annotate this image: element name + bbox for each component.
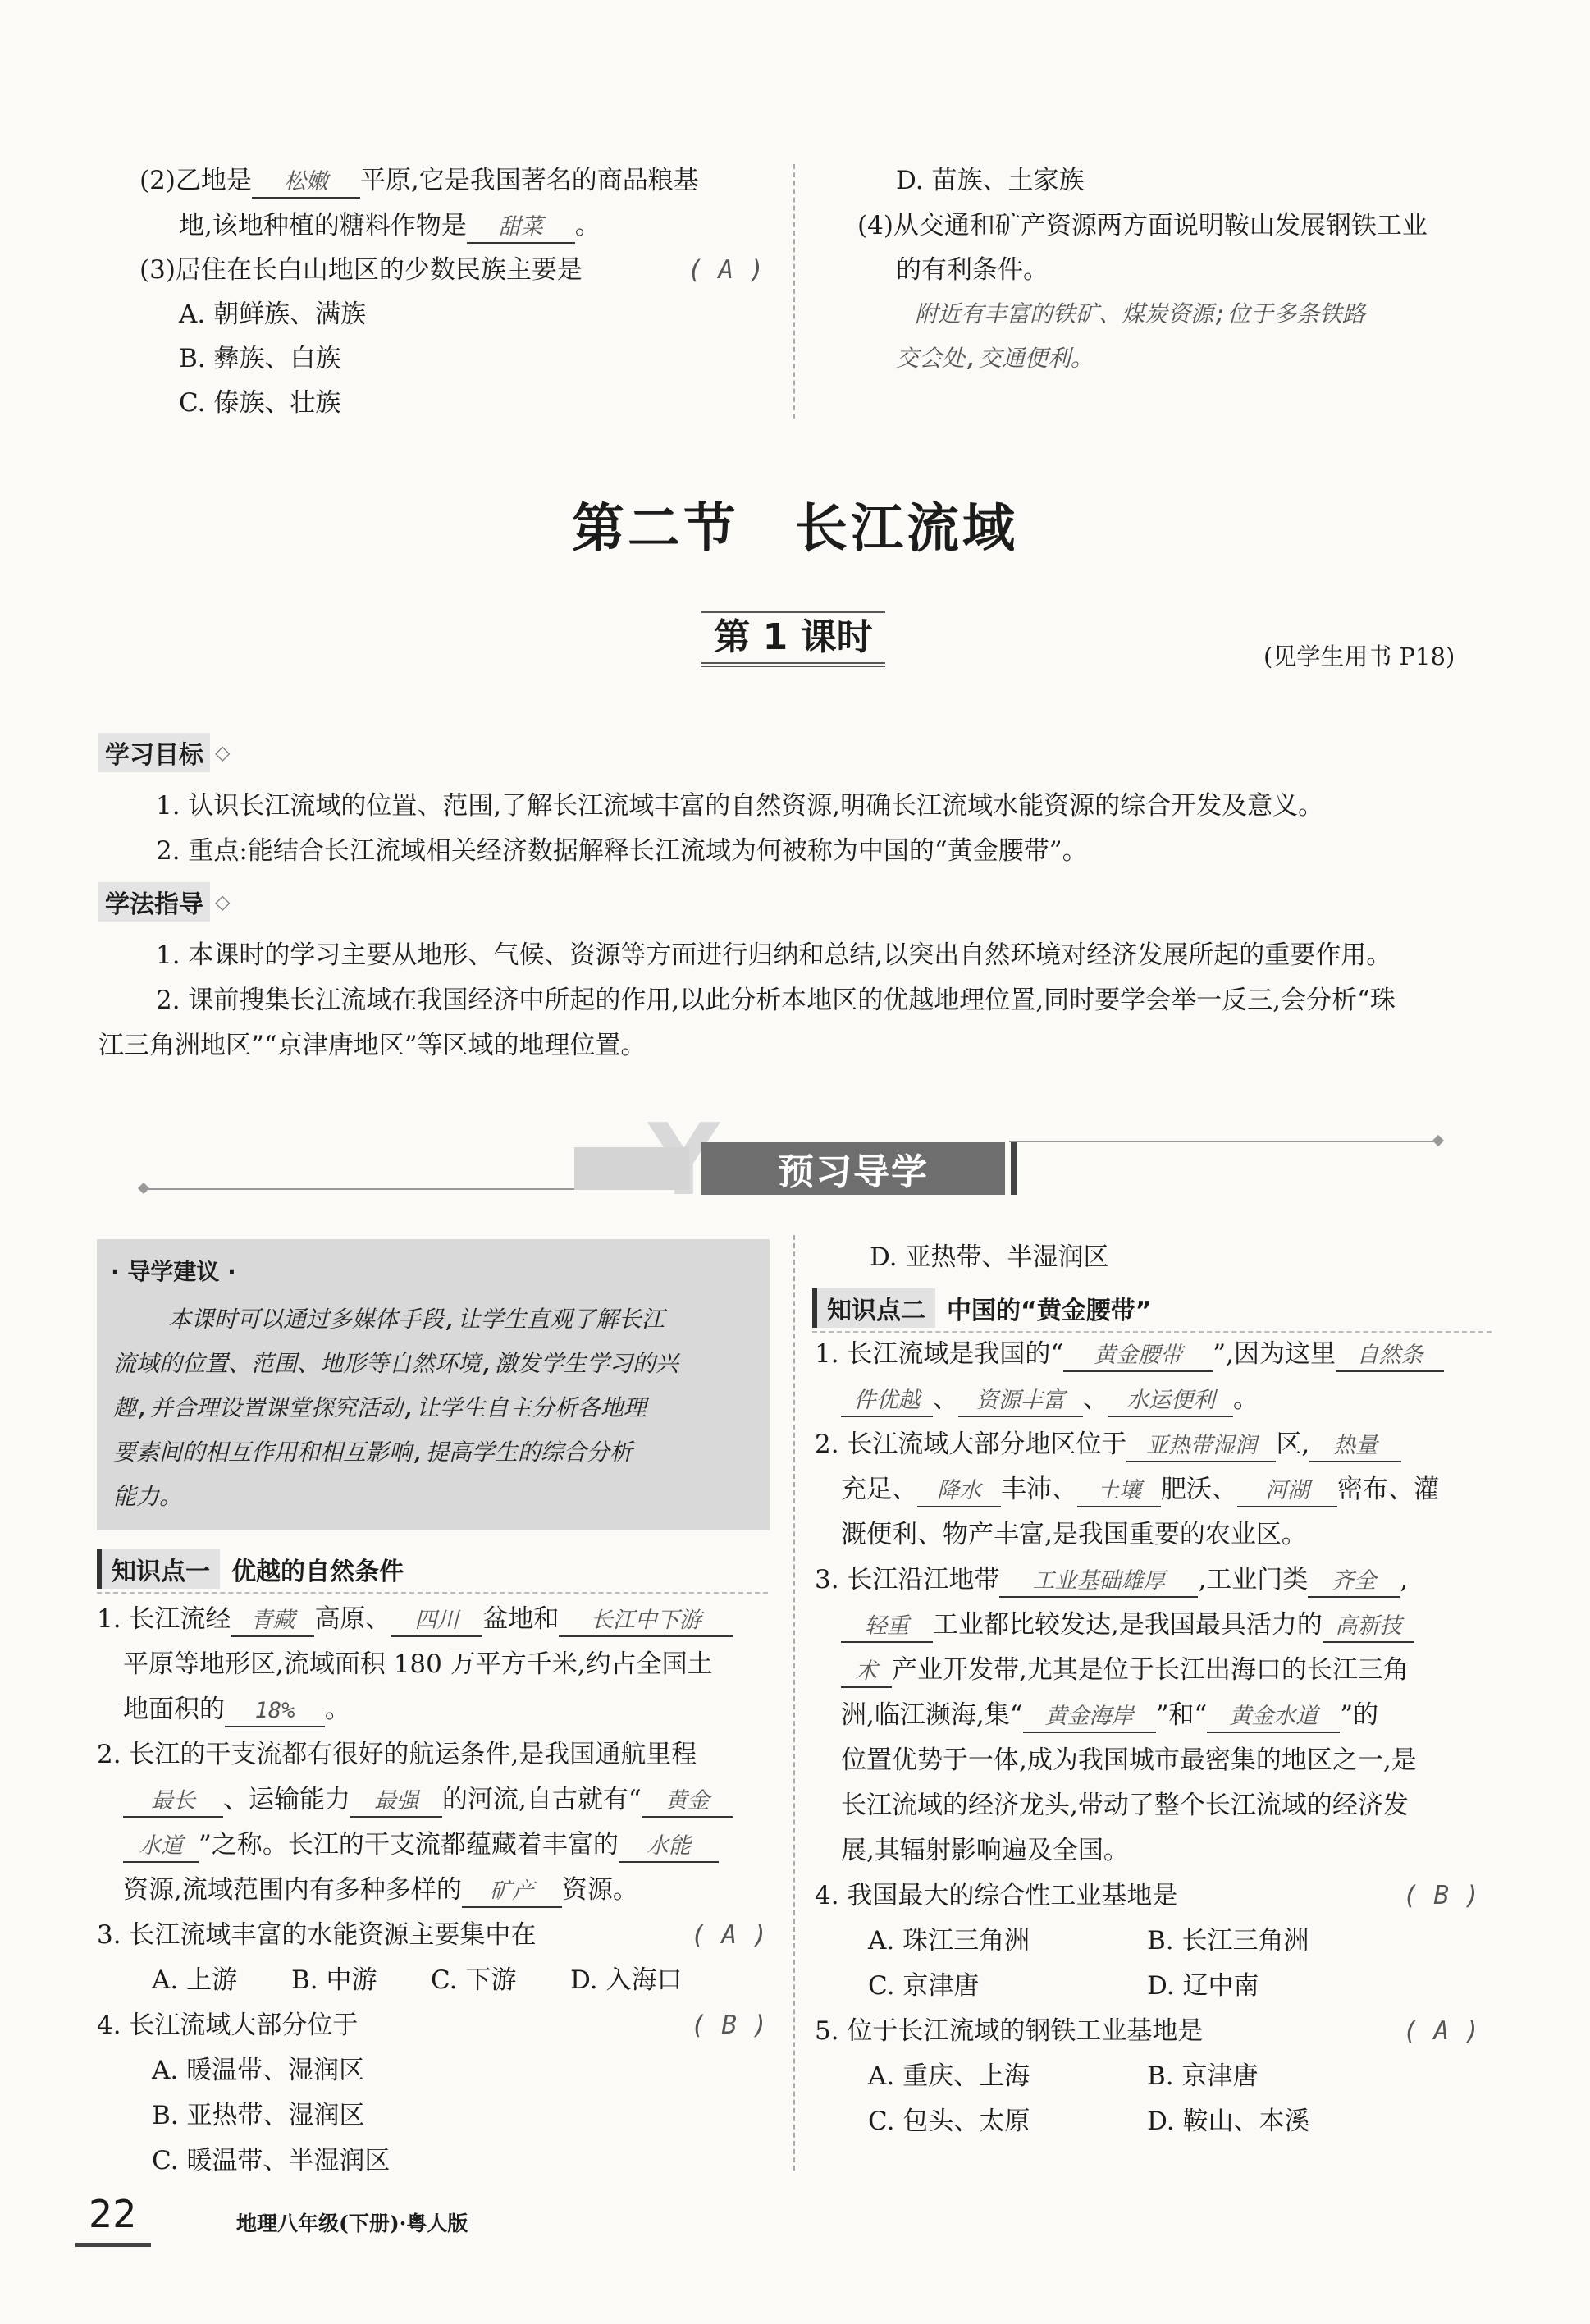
answer-blank: 松嫩 <box>252 167 360 199</box>
kp1-q2-line3: 水道 ”之称。长江的干支流都蕴藏着丰富的 水能 <box>123 1828 719 1863</box>
option: C. 暖温带、半湿润区 <box>152 2146 391 2175</box>
guide-text: 本课时可以通过多媒体手段,让学生直观了解长江 <box>168 1306 665 1333</box>
option: B. 京津唐 <box>1147 2061 1259 2091</box>
option-c: C. 傣族、壮族 <box>179 388 341 418</box>
answer-blank: 矿产 <box>462 1877 562 1908</box>
kp2-q5-answer: ( A ) <box>1403 2016 1480 2046</box>
banner-rule-right <box>1009 1141 1436 1142</box>
option: D. 辽中南 <box>1147 1971 1259 2001</box>
kp2-q2-line3: 溉便利、物产丰富,是我国重要的农业区。 <box>841 1520 1307 1549</box>
kp2-q4-stem: 4. 我国最大的综合性工业基地是 <box>815 1881 1178 1910</box>
answer-blank: 亚热带湿润 <box>1126 1431 1276 1462</box>
kp2-q3-line2: 轻重 工业都比较发达,是我国最具活力的 高新技 <box>841 1608 1414 1643</box>
answer-blank: 齐全 <box>1308 1567 1400 1598</box>
answer-blank: 黄金 <box>642 1786 733 1818</box>
kp2-q2-line1: 2. 长江流域大部分地区位于 亚热带湿润 区, 热量 <box>815 1428 1401 1462</box>
guide-text: 要素间的相互作用和相互影响,提高学生的综合分析 <box>113 1439 633 1466</box>
answer-blank: 甜菜 <box>467 213 575 244</box>
kp2-q5-stem: 5. 位于长江流域的钢铁工业基地是 <box>815 2016 1204 2046</box>
q3-answer: ( A ) <box>688 255 765 285</box>
banner-bar-icon <box>1011 1142 1017 1195</box>
answer-blank: 轻重 <box>841 1612 933 1643</box>
book-reference: (见学生用书 P18) <box>1263 643 1455 670</box>
preview-title: 预习导学 <box>701 1142 1005 1195</box>
kp2-q3-line3: 术 产业开发带,尤其是位于长江出海口的长江三角 <box>841 1654 1409 1688</box>
banner-block-icon <box>574 1147 689 1190</box>
guide-label: · 导学建议 · <box>111 1258 236 1285</box>
answer-blank: 最强 <box>350 1786 442 1818</box>
footer-rule <box>75 2243 151 2247</box>
kp1-q3-stem: 3. 长江流域丰富的水能资源主要集中在 <box>97 1920 537 1950</box>
book-title: 地理八年级(下册)·粤人版 <box>236 2212 468 2235</box>
option: D. 亚热带、半湿润区 <box>870 1242 1109 1272</box>
method-item: 江三角洲地区”“京津唐地区”等区域的地理位置。 <box>98 1031 647 1060</box>
answer-blank: 黄金水道 <box>1207 1702 1340 1733</box>
answer-blank: 黄金海岸 <box>1023 1702 1156 1733</box>
answer-blank: 自然条 <box>1336 1341 1444 1372</box>
methods-label: 学法指导 ◇ <box>98 882 230 922</box>
option: D. 鞍山、本溪 <box>1147 2107 1310 2136</box>
kp1-q4-answer: ( B ) <box>691 2011 768 2040</box>
q4-answer-line1: 附近有丰富的铁矿、煤炭资源;位于多条铁路 <box>915 300 1365 327</box>
lesson-title: 第 1 课时 <box>701 611 885 667</box>
page-number: 22 <box>89 2192 137 2236</box>
q4-line2: 的有利条件。 <box>896 255 1049 285</box>
kp1-rule <box>97 1592 768 1594</box>
kp1-q3-answer: ( A ) <box>691 1920 768 1950</box>
kp1-q2-line2: 最长 、运输能力 最强 的河流,自古就有“ 黄金 <box>123 1783 733 1818</box>
answer-blank: 资源丰富 <box>958 1386 1083 1417</box>
answer-blank: 四川 <box>391 1606 482 1637</box>
answer-blank: 热量 <box>1309 1431 1401 1462</box>
answer-blank: 最长 <box>123 1786 223 1818</box>
method-item: 2. 课前搜集长江流域在我国经济中所起的作用,以此分析本地区的优越地理位置,同时要学会举一反三,会分析“珠 <box>156 986 1396 1015</box>
goal-item: 1. 认识长江流域的位置、范围,了解长江流域丰富的自然资源,明确长江流域水能资源的综合开发及意义。 <box>156 791 1324 821</box>
kp1-q2-line4: 资源,流域范围内有多种多样的 矿产 资源。 <box>123 1873 638 1908</box>
q2-line1: (2)乙地是 松嫩 平原,它是我国著名的商品粮基 <box>139 164 699 199</box>
answer-blank: 水运便利 <box>1108 1386 1233 1417</box>
answer-blank: 降水 <box>917 1476 1001 1507</box>
kp2-q3-line4: 洲,临江濒海,集“ 黄金海岸 ”和“ 黄金水道 ”的 <box>841 1699 1378 1733</box>
guide-text: 流域的位置、范围、地形等自然环境,激发学生学习的兴 <box>113 1350 678 1377</box>
answer-blank: 水道 <box>123 1832 199 1863</box>
answer-blank: 黄金腰带 <box>1063 1341 1213 1372</box>
option: A. 重庆、上海 <box>868 2061 1030 2091</box>
option: B. 亚热带、湿润区 <box>152 2101 365 2130</box>
answer-blank: 术 <box>841 1657 892 1688</box>
option: A. 上游 <box>152 1965 238 1995</box>
answer-blank: 土壤 <box>1077 1476 1161 1507</box>
q4-line1: (4)从交通和矿产资源两方面说明鞍山发展钢铁工业 <box>857 211 1428 240</box>
answer-blank: 件优越 <box>841 1386 933 1417</box>
arrow-icon: ◇ <box>215 890 231 913</box>
kp2-q2-line2: 充足、 降水 丰沛、 土壤 肥沃、 河湖 密布、灌 <box>841 1473 1439 1507</box>
answer-blank: 青藏 <box>231 1606 314 1637</box>
option: A. 珠江三角洲 <box>868 1926 1030 1956</box>
method-item: 1. 本课时的学习主要从地形、气候、资源等方面进行归纳和总结,以突出自然环境对经济发展所起的重要作用。 <box>156 940 1392 970</box>
kp2-q1-line2: 件优越 、 资源丰富 、 水运便利 。 <box>841 1383 1259 1417</box>
option-a: A. 朝鲜族、满族 <box>179 300 367 329</box>
kp1-q1-line3: 地面积的 18% 。 <box>123 1693 350 1727</box>
goal-item: 2. 重点:能结合长江流域相关经济数据解释长江流域为何被称为中国的“黄金腰带”。 <box>156 836 1088 866</box>
kp1-q4-stem: 4. 长江流域大部分位于 <box>97 2011 359 2040</box>
section-title: 第二节 长江流域 <box>572 498 1018 560</box>
banner-dot-icon <box>1432 1135 1444 1146</box>
banner-dot-icon <box>138 1183 149 1194</box>
arrow-icon: ◇ <box>215 741 231 764</box>
kp1-header: 知识点一 优越的自然条件 <box>97 1549 404 1589</box>
kp1-q1-line2: 平原等地形区,流域面积 180 万平方千米,约占全国土 <box>123 1649 713 1679</box>
kp2-q4-answer: ( B ) <box>1403 1881 1480 1910</box>
q3-stem: (3)居住在长白山地区的少数民族主要是 <box>139 255 583 285</box>
kp2-header: 知识点二 中国的“黄金腰带” <box>812 1288 1151 1328</box>
guide-text: 趣,并合理设置课堂探究活动,让学生自主分析各地理 <box>113 1394 647 1421</box>
option-b: B. 彝族、白族 <box>179 344 341 373</box>
q4-answer-line2: 交会处,交通便利。 <box>896 345 1094 372</box>
answer-blank: 工业基础雄厚 <box>999 1567 1198 1598</box>
kp1-q1-line1: 1. 长江流经 青藏 高原、 四川 盆地和 长江中下游 <box>97 1603 733 1637</box>
kp1-q2-line1: 2. 长江的干支流都有很好的航运条件,是我国通航里程 <box>97 1740 697 1769</box>
column-divider <box>793 1235 795 2171</box>
answer-blank: 高新技 <box>1323 1612 1414 1643</box>
option: A. 暖温带、湿润区 <box>152 2056 365 2085</box>
option: B. 中游 <box>291 1965 377 1995</box>
column-divider <box>793 164 795 419</box>
option: C. 下游 <box>431 1965 517 1995</box>
option: C. 包头、太原 <box>868 2107 1030 2136</box>
option: B. 长江三角洲 <box>1147 1926 1309 1956</box>
answer-blank: 长江中下游 <box>559 1606 733 1637</box>
kp2-q3-line6: 长江流域的经济龙头,带动了整个长江流域的经济发 <box>841 1791 1409 1820</box>
answer-blank: 18% <box>225 1696 325 1727</box>
kp2-q3-line7: 展,其辐射影响遍及全国。 <box>841 1836 1129 1865</box>
answer-blank: 河湖 <box>1237 1476 1337 1507</box>
goals-label: 学习目标 ◇ <box>98 733 230 772</box>
kp2-q1-line1: 1. 长江流域是我国的“ 黄金腰带 ”,因为这里 自然条 <box>815 1338 1444 1372</box>
option: D. 入海口 <box>570 1965 683 1995</box>
kp2-q3-line1: 3. 长江沿江地带 工业基础雄厚 ,工业门类 齐全 , <box>815 1563 1408 1598</box>
answer-blank: 水能 <box>619 1832 719 1863</box>
option: C. 京津唐 <box>868 1971 980 2001</box>
q2-line2: 地,该地种植的糖料作物是 甜菜 。 <box>179 209 601 244</box>
guide-text: 能力。 <box>113 1483 183 1510</box>
option-d: D. 苗族、土家族 <box>896 166 1085 195</box>
kp2-rule <box>812 1331 1492 1333</box>
kp2-q3-line5: 位置优势于一体,成为我国城市最密集的地区之一,是 <box>841 1745 1417 1775</box>
